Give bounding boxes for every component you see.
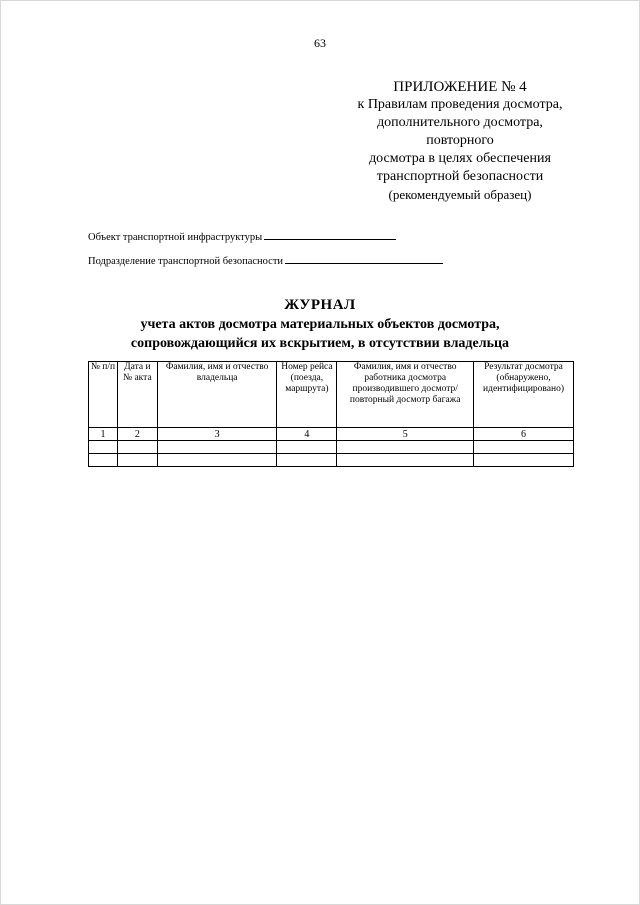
table-cell <box>337 454 474 467</box>
table-cell <box>89 441 118 454</box>
journal-heading: ЖУРНАЛ <box>284 297 356 313</box>
column-header-flight-number: Номер рейса (поезда, маршрута) <box>277 362 337 428</box>
appendix-note: (рекомендуемый образец) <box>388 187 532 202</box>
security-unit-label: Подразделение транспортной безопасности <box>88 256 284 267</box>
column-header-inspector-name: Фамилия, имя и отчество работника досмотра производившего досмотр/повторный досмотр багажа <box>337 362 474 428</box>
appendix-line: досмотра в целях обеспечения <box>369 151 551 166</box>
security-unit-blank <box>285 254 443 264</box>
table-cell <box>474 454 574 467</box>
table-cell <box>277 454 337 467</box>
table-cell <box>157 454 277 467</box>
column-number: 6 <box>474 428 574 441</box>
column-number: 1 <box>89 428 118 441</box>
appendix-line: повторного <box>426 133 494 148</box>
table-row <box>89 454 574 467</box>
column-header-inspection-result: Результат досмотра (обнаружено, идентифицировано) <box>474 362 574 428</box>
column-number: 2 <box>117 428 157 441</box>
infrastructure-object-label: Объект транспортной инфраструктуры <box>88 232 263 243</box>
table-cell <box>337 441 474 454</box>
appendix-line: к Правилам проведения досмотра, <box>357 97 563 112</box>
table-cell <box>117 441 157 454</box>
column-number-row <box>89 428 574 441</box>
column-header-number: № п/п <box>89 362 118 428</box>
appendix-title: ПРИЛОЖЕНИЕ № 4 <box>393 79 527 95</box>
table-cell <box>474 441 574 454</box>
table-cell <box>157 441 277 454</box>
appendix-block <box>330 78 590 204</box>
column-header-date-act: Дата и № акта <box>117 362 157 428</box>
journal-table <box>88 361 574 467</box>
security-unit-field <box>88 254 443 267</box>
appendix-line: дополнительного досмотра, <box>377 115 543 130</box>
table-cell <box>117 454 157 467</box>
journal-title-block <box>0 296 640 353</box>
journal-subtitle-line: учета актов досмотра материальных объектов досмотра, <box>140 317 500 332</box>
column-header-owner-name: Фамилия, имя и отчество владельца <box>157 362 277 428</box>
appendix-line: транспортной безопасности <box>376 169 544 184</box>
table-row <box>89 441 574 454</box>
table-header-row <box>89 362 574 428</box>
page-number: 63 <box>314 36 326 50</box>
column-number: 3 <box>157 428 277 441</box>
table-cell <box>89 454 118 467</box>
infrastructure-object-field <box>88 230 396 243</box>
table-cell <box>277 441 337 454</box>
column-number: 4 <box>277 428 337 441</box>
column-number: 5 <box>337 428 474 441</box>
journal-subtitle-line: сопровождающийся их вскрытием, в отсутствии владельца <box>130 336 510 351</box>
infrastructure-object-blank <box>264 230 396 240</box>
